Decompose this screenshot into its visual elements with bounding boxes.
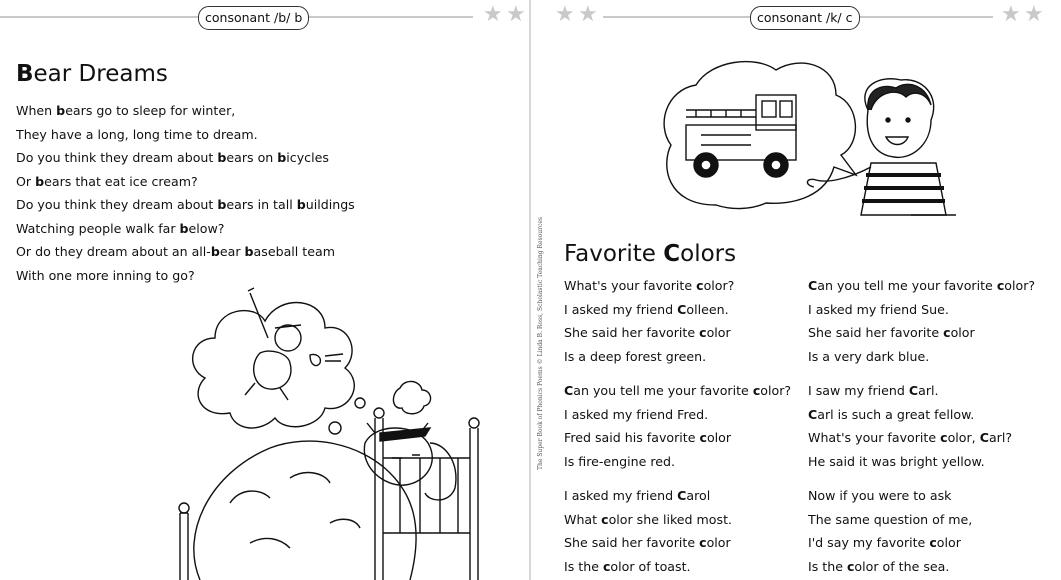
header-rule — [0, 16, 208, 18]
poem-line: I asked my friend Colleen. — [564, 301, 729, 317]
star-icon: ★ — [483, 2, 503, 27]
poem-line: Can you tell me your favorite color? — [808, 278, 1036, 293]
title-text: Favorite Colors — [564, 241, 737, 267]
page-title — [16, 60, 168, 88]
poem-line: Fred said his favorite color — [564, 430, 732, 445]
star-icon: ★ — [1001, 2, 1021, 27]
bear-dreaming-illustration — [160, 283, 490, 580]
poem-line: Is a very dark blue. — [808, 348, 930, 364]
star-icon: ★ — [506, 2, 526, 27]
poem-line: I asked my friend Fred. — [564, 406, 709, 422]
copyright-notice: The Super Book of Phonics Poems © Linda B. Ross, Scholastic Teaching Resources — [537, 216, 544, 470]
page-title — [564, 240, 736, 268]
header-rule — [853, 16, 993, 18]
left-page — [0, 0, 530, 580]
poem-line: I asked my friend Sue. — [808, 301, 949, 317]
poem-line: Do you think they dream about bears on bicycles — [16, 150, 329, 165]
poem-line: I'd say my favorite color — [808, 535, 961, 550]
poem-line: Do you think they dream about bears in tall buildings — [16, 197, 355, 212]
fire-truck-boy-illustration — [656, 55, 956, 230]
star-icon: ★ — [1024, 2, 1044, 27]
poem-line: Is the color of toast. — [564, 558, 691, 574]
header-tag: consonant /k/ c — [750, 6, 860, 30]
poem-line: What's your favorite color? — [564, 278, 735, 293]
poem-line: I asked my friend Carol — [564, 488, 711, 503]
poem-line: Or do they dream about an all-bear baseball team — [16, 244, 335, 259]
title-text: Bear Dreams — [16, 61, 168, 87]
poem-line: Is fire-engine red. — [564, 453, 676, 469]
poem-line: Or bears that eat ice cream? — [16, 173, 198, 189]
poem-line: They have a long, long time to dream. — [16, 126, 258, 142]
header-tag: consonant /b/ b — [198, 6, 309, 30]
poem-line: Watching people walk far below? — [16, 220, 225, 236]
poem-line: She said her favorite color — [808, 325, 975, 340]
poem-line: I saw my friend Carl. — [808, 383, 939, 398]
poem-line: She said her favorite color — [564, 535, 731, 550]
poem-line: He said it was bright yellow. — [808, 453, 985, 469]
poem-line: She said her favorite color — [564, 325, 731, 340]
star-icon: ★ — [578, 2, 598, 27]
poem-line: What's your favorite color, Carl? — [808, 430, 1013, 445]
poem-line: Is the color of the sea. — [808, 558, 950, 574]
poem-line: The same question of me, — [808, 511, 973, 527]
poem-line: With one more inning to go? — [16, 267, 195, 283]
header-rule — [603, 16, 753, 18]
poem-line: What color she liked most. — [564, 511, 733, 527]
header-rule — [308, 16, 473, 18]
poem-line: Can you tell me your favorite color? — [564, 383, 792, 398]
poem-line: Is a deep forest green. — [564, 348, 707, 364]
poem-line: When bears go to sleep for winter, — [16, 103, 236, 118]
right-page — [531, 0, 1061, 580]
poem-line: Carl is such a great fellow. — [808, 406, 975, 422]
poem-line: Now if you were to ask — [808, 488, 952, 503]
star-icon: ★ — [555, 2, 575, 27]
